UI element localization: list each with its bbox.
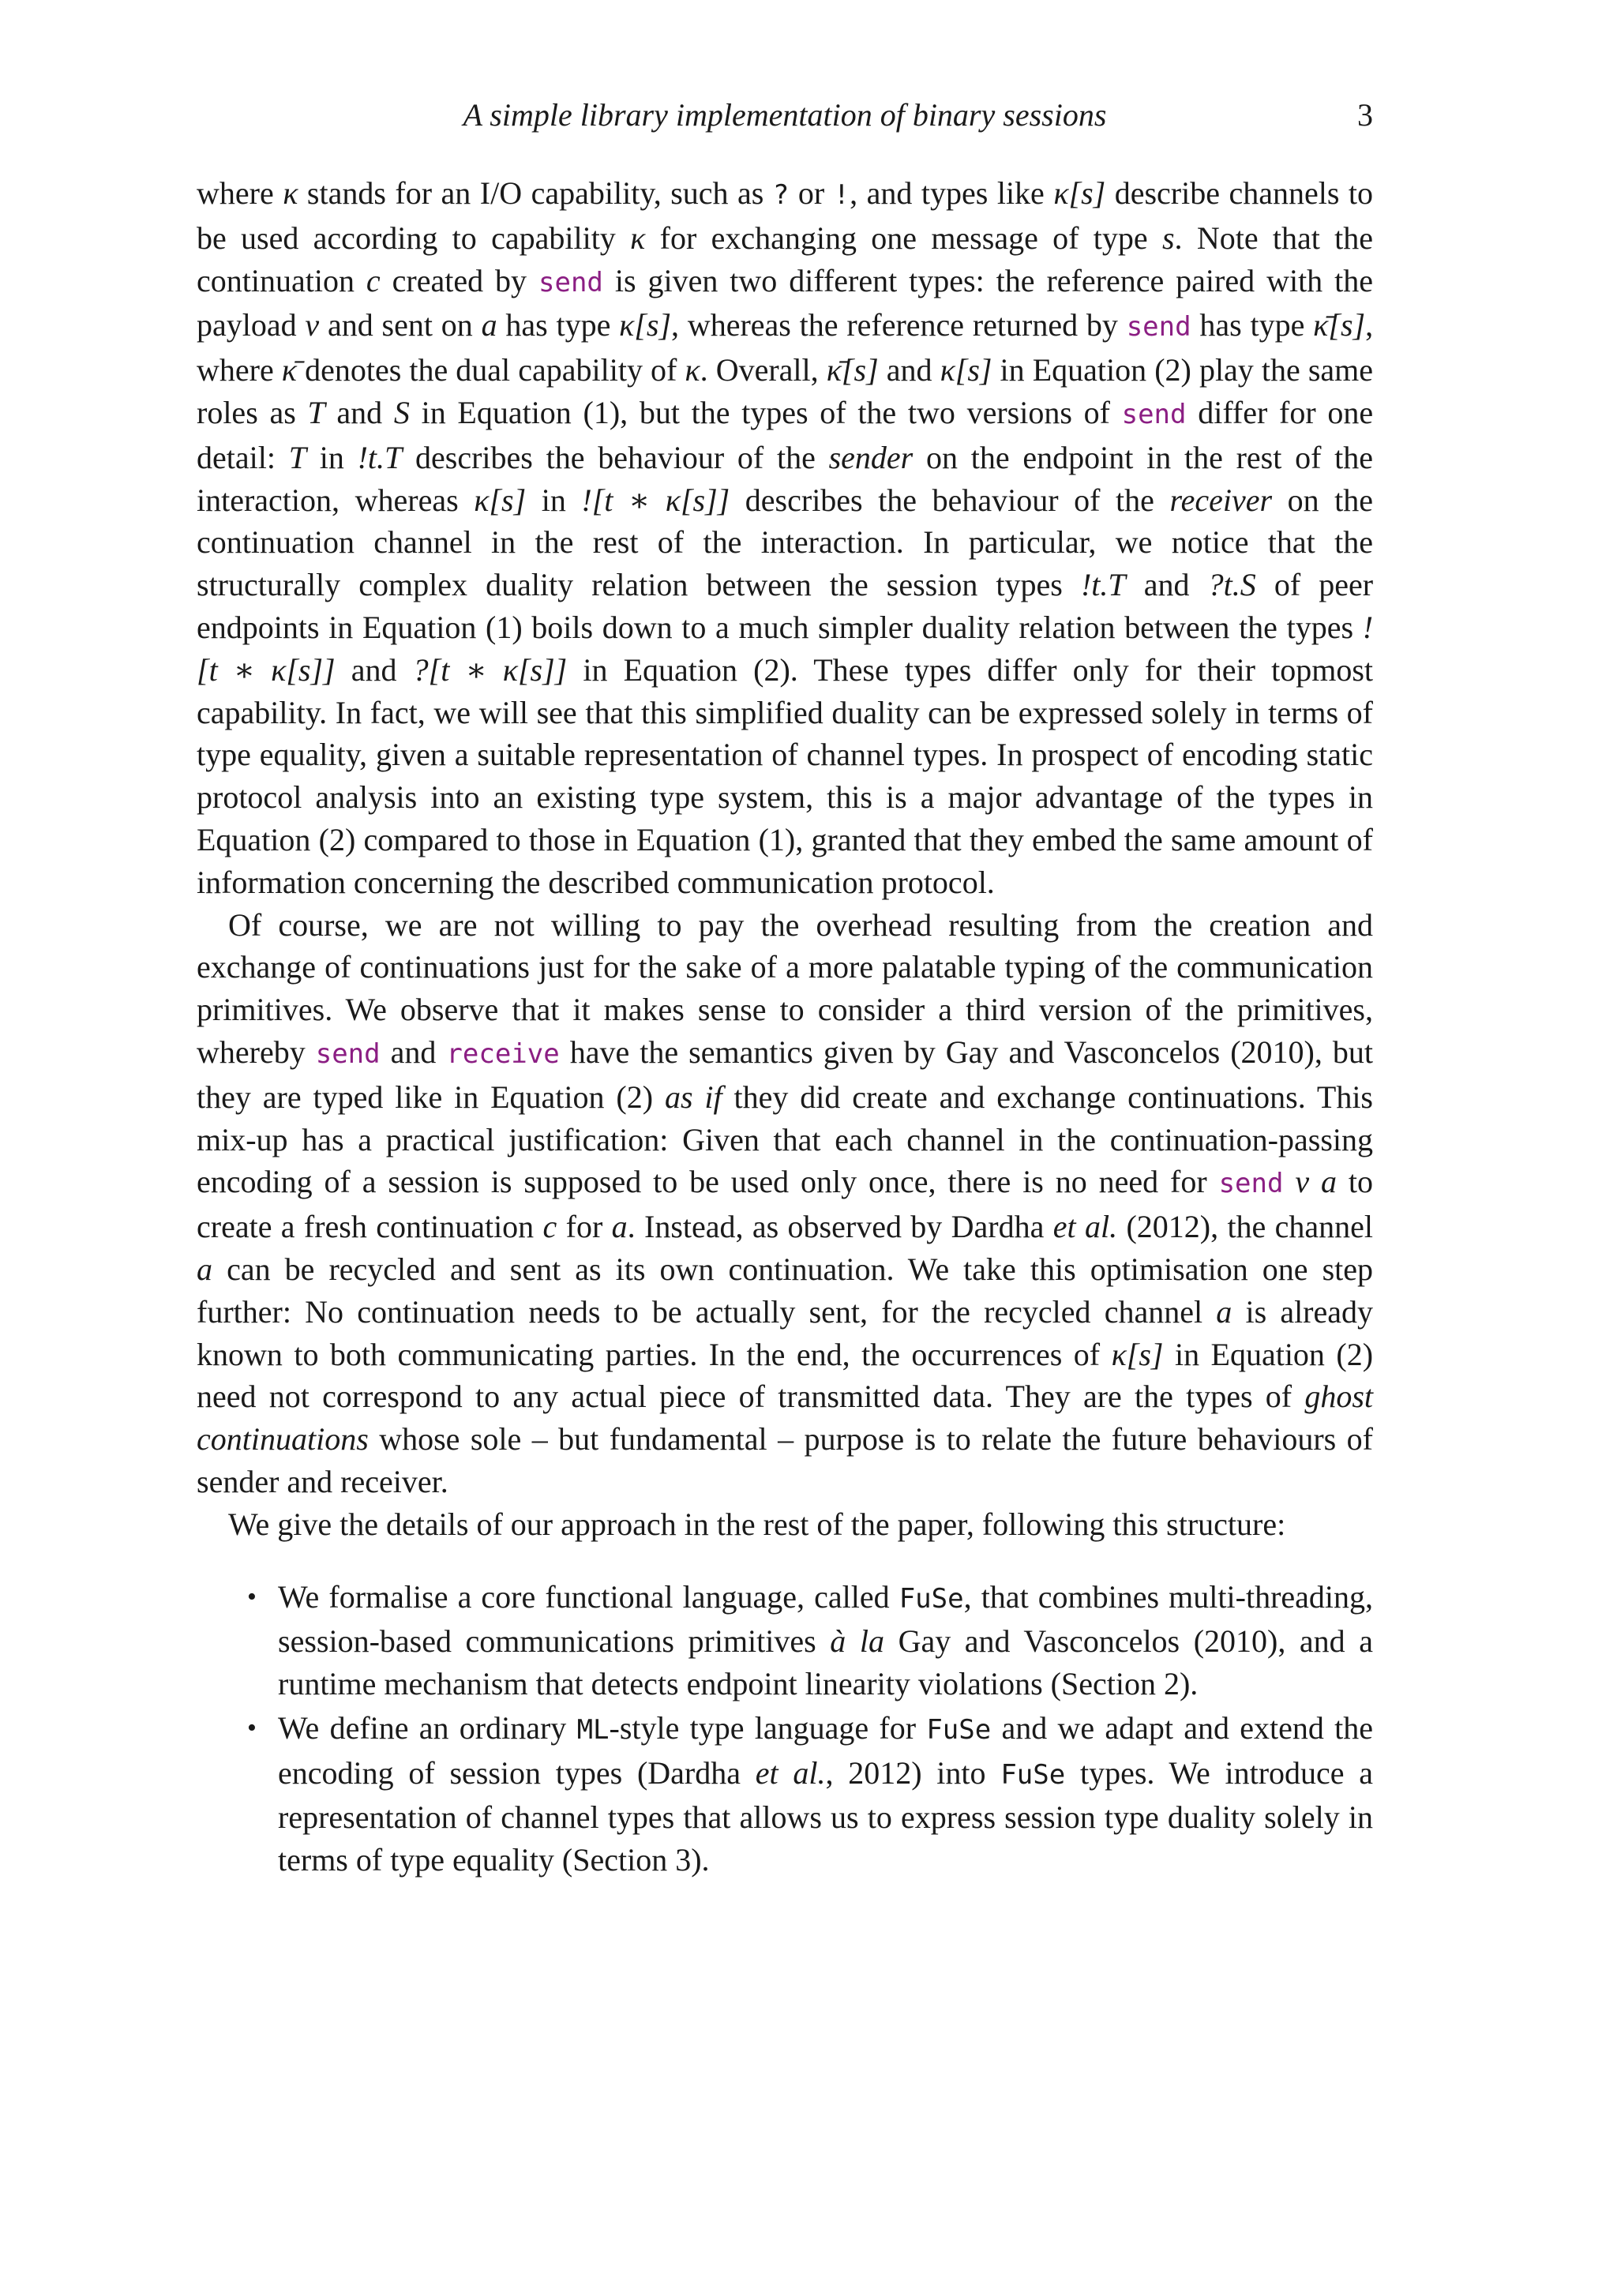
text-span: in Equation (1), but the types of the two versions of: [421, 394, 1110, 430]
text-span: and sent on: [327, 307, 473, 343]
code-fuse: FuSe: [1000, 1758, 1066, 1791]
text-span: and: [1143, 567, 1190, 603]
text-span: or: [797, 175, 825, 211]
math-bang-t-T: !t.T: [357, 439, 403, 475]
math-a: a: [481, 307, 497, 343]
running-title: A simple library implementation of binary sessions: [463, 97, 1107, 133]
text-span: (2012), the channel: [1126, 1209, 1374, 1245]
math-T: T: [288, 439, 306, 475]
text-span: -style type language for: [609, 1709, 917, 1746]
text-span: , whereas the reference returned by: [671, 307, 1118, 343]
text-span: , that combines multi-threading, session-based communications primitives: [278, 1578, 1374, 1660]
emph-as-if: as if: [664, 1079, 722, 1115]
emph-ghost-continuations: ghost continuations: [197, 1379, 1373, 1458]
paragraph-3: We give the details of our approach in the rest of the paper, following this structure:: [228, 1506, 1286, 1542]
code-send: send: [1126, 311, 1191, 343]
text-span: describes the behaviour of the: [415, 439, 816, 475]
text-span: , 2012) into: [825, 1754, 986, 1791]
text-span: in Equation (2) need not correspond to any actual piece of transmitted data. They are the types of: [197, 1336, 1374, 1415]
text-span: can be recycled and sent as its own continuation. We take this optimisation one step further: No continuation needs to be actually sent, for the recycled channel: [197, 1251, 1374, 1330]
text-span: whose sole – but fundamental – purpose is to relate the future behaviours of sender and receiver.: [197, 1421, 1373, 1499]
code-fuse: FuSe: [926, 1713, 992, 1746]
text-span: in: [319, 439, 344, 475]
text-span: is already known to both communicating parties. In the end, the occurrences of: [197, 1293, 1374, 1372]
math-kappa-s: κ[s]: [619, 307, 672, 343]
math-s: s: [1161, 219, 1175, 256]
text-span: . Instead, as observed by Dardha: [627, 1209, 1045, 1245]
math-c: c: [542, 1209, 557, 1245]
text-span: for: [565, 1209, 603, 1245]
text-span: they did create and exchange continuations. This mix-up has a practical justification: Given that each channel in the continuation-passing encoding of a session is supposed to be used only once, there is no need for: [197, 1079, 1373, 1200]
text-span: for exchanging one message of type: [659, 219, 1148, 256]
text-span: describe channels to be used according to capability: [197, 175, 1374, 256]
math-kappa-bar-s: κ̄[s]: [826, 352, 879, 388]
math-bang-t-kappa-s: ![t ∗ κ[s]]: [581, 482, 730, 518]
text-span: and: [336, 394, 383, 430]
math-kappa: κ: [685, 352, 700, 388]
math-v: v: [305, 307, 320, 343]
math-c: c: [366, 262, 381, 298]
code-send: send: [315, 1037, 381, 1070]
list-item: [197, 1576, 1373, 1705]
text-span: and: [351, 651, 397, 688]
text-span: created by: [392, 262, 527, 298]
text-span: denotes the dual capability of: [305, 352, 677, 388]
text-span: types. We introduce a representation of channel types that allows us to express session type duality solely in terms of type equality (Section 3).: [278, 1754, 1374, 1878]
math-kappa-s: κ[s]: [474, 482, 527, 518]
emph-sender: sender: [828, 439, 914, 475]
text-span: is given two different types: the reference paired with the payload: [197, 262, 1373, 343]
text-span: We define an ordinary: [278, 1709, 567, 1746]
math-kappa-s: κ[s]: [1053, 175, 1106, 211]
math-kappa: κ: [630, 219, 646, 256]
text-span: where: [197, 175, 274, 211]
bullet-icon: •: [247, 1581, 257, 1611]
code-ml: ML: [576, 1713, 610, 1746]
code-send: send: [1218, 1168, 1284, 1200]
page-number: 3: [1357, 97, 1373, 133]
text-span: Of course, we are not willing to pay the overhead resulting from the creation and exchange of continuations just for the sake of a more palatable typing of the communication primitives. We observe that it makes sense to consider a third version of the primitives, whereby: [197, 906, 1373, 1070]
text-span: We formalise a core functional language, called: [278, 1578, 890, 1615]
bullet-icon: •: [247, 1713, 257, 1743]
text-span: has type: [1199, 307, 1305, 343]
body-text: [197, 172, 1373, 1883]
math-send-v-a: v a: [1295, 1164, 1337, 1200]
text-span: on the endpoint in the rest of the interaction, whereas: [197, 439, 1374, 518]
text-span: Gay and Vasconcelos (2010), and a runtime mechanism that detects endpoint linearity violations (Section 2).: [278, 1623, 1373, 1702]
emph-et-al: et al.: [1052, 1209, 1118, 1245]
code-qmark: ?: [772, 179, 790, 211]
text-span: in Equation (2) play the same roles as: [197, 352, 1374, 430]
code-fuse: FuSe: [899, 1582, 964, 1615]
math-q-t-S: ?t.S: [1207, 567, 1256, 603]
math-bang-t-T: !t.T: [1080, 567, 1126, 603]
emph-a-la: à la: [830, 1623, 884, 1660]
text-span: on the continuation channel in the rest of the interaction. In particular, we notice that the structurally complex duality relation between the session types: [197, 482, 1374, 603]
text-span: . Note that the continuation: [197, 219, 1374, 298]
math-kappa-s: κ[s]: [940, 352, 992, 388]
text-span: . Overall,: [700, 352, 819, 388]
running-head: [197, 92, 1373, 139]
text-span: has type: [505, 307, 611, 343]
code-bang: !: [833, 179, 850, 211]
paragraph-1: [197, 172, 1373, 904]
text-span: , and types like: [850, 175, 1045, 211]
text-span: and we adapt and extend the encoding of session types (Dardha: [278, 1709, 1374, 1791]
math-T: T: [307, 394, 325, 430]
math-a: a: [197, 1251, 212, 1287]
text-span: , where: [197, 307, 1374, 388]
text-span: to create a fresh continuation: [197, 1164, 1374, 1245]
emph-receiver: receiver: [1169, 482, 1273, 518]
text-span: of peer endpoints in Equation (1) boils down to a much simpler duality relation between the types: [197, 567, 1374, 645]
math-q-t-kappa-s: ?[t ∗ κ[s]]: [412, 651, 568, 688]
code-send: send: [1121, 398, 1187, 430]
code-send: send: [538, 266, 603, 298]
list-item: [197, 1707, 1373, 1881]
math-bang-t-kappa-s: ![t ∗ κ[s]]: [197, 609, 1374, 688]
math-kappa-s: κ[s]: [1111, 1336, 1164, 1372]
math-a: a: [611, 1209, 628, 1245]
paragraph-2: [197, 904, 1373, 1503]
code-receive: receive: [446, 1037, 560, 1070]
emph-et-al: et al.: [755, 1754, 826, 1791]
math-kappa-bar: κ̄: [281, 352, 297, 388]
math-S: S: [393, 394, 410, 430]
contribution-list: [197, 1576, 1373, 1882]
math-kappa: κ: [283, 175, 298, 211]
text-span: and: [390, 1034, 437, 1070]
text-span: differ for one detail:: [197, 394, 1374, 475]
math-kappa-bar-s: κ̄[s]: [1313, 307, 1366, 343]
text-span: stands for an I/O capability, such as: [306, 175, 764, 211]
text-span: and: [886, 352, 932, 388]
text-span: in Equation (2). These types differ only for their topmost capability. In fact, we will see that this simplified duality can be expressed solely in terms of type equality, given a suitable representation of channel types. In prospect of encoding static protocol analysis into an existing type system, this is a major advantage of the types in Equation (2) compared to those in Equation (1), granted that they embed the same amount of information concerning the described communication protocol.: [197, 651, 1374, 900]
text-span: have the semantics given by Gay and Vasconcelos (2010), but they are typed like in Equation (2): [197, 1034, 1373, 1115]
text-span: describes the behaviour of the: [745, 482, 1154, 518]
text-span: in: [541, 482, 566, 518]
math-a: a: [1216, 1293, 1232, 1330]
